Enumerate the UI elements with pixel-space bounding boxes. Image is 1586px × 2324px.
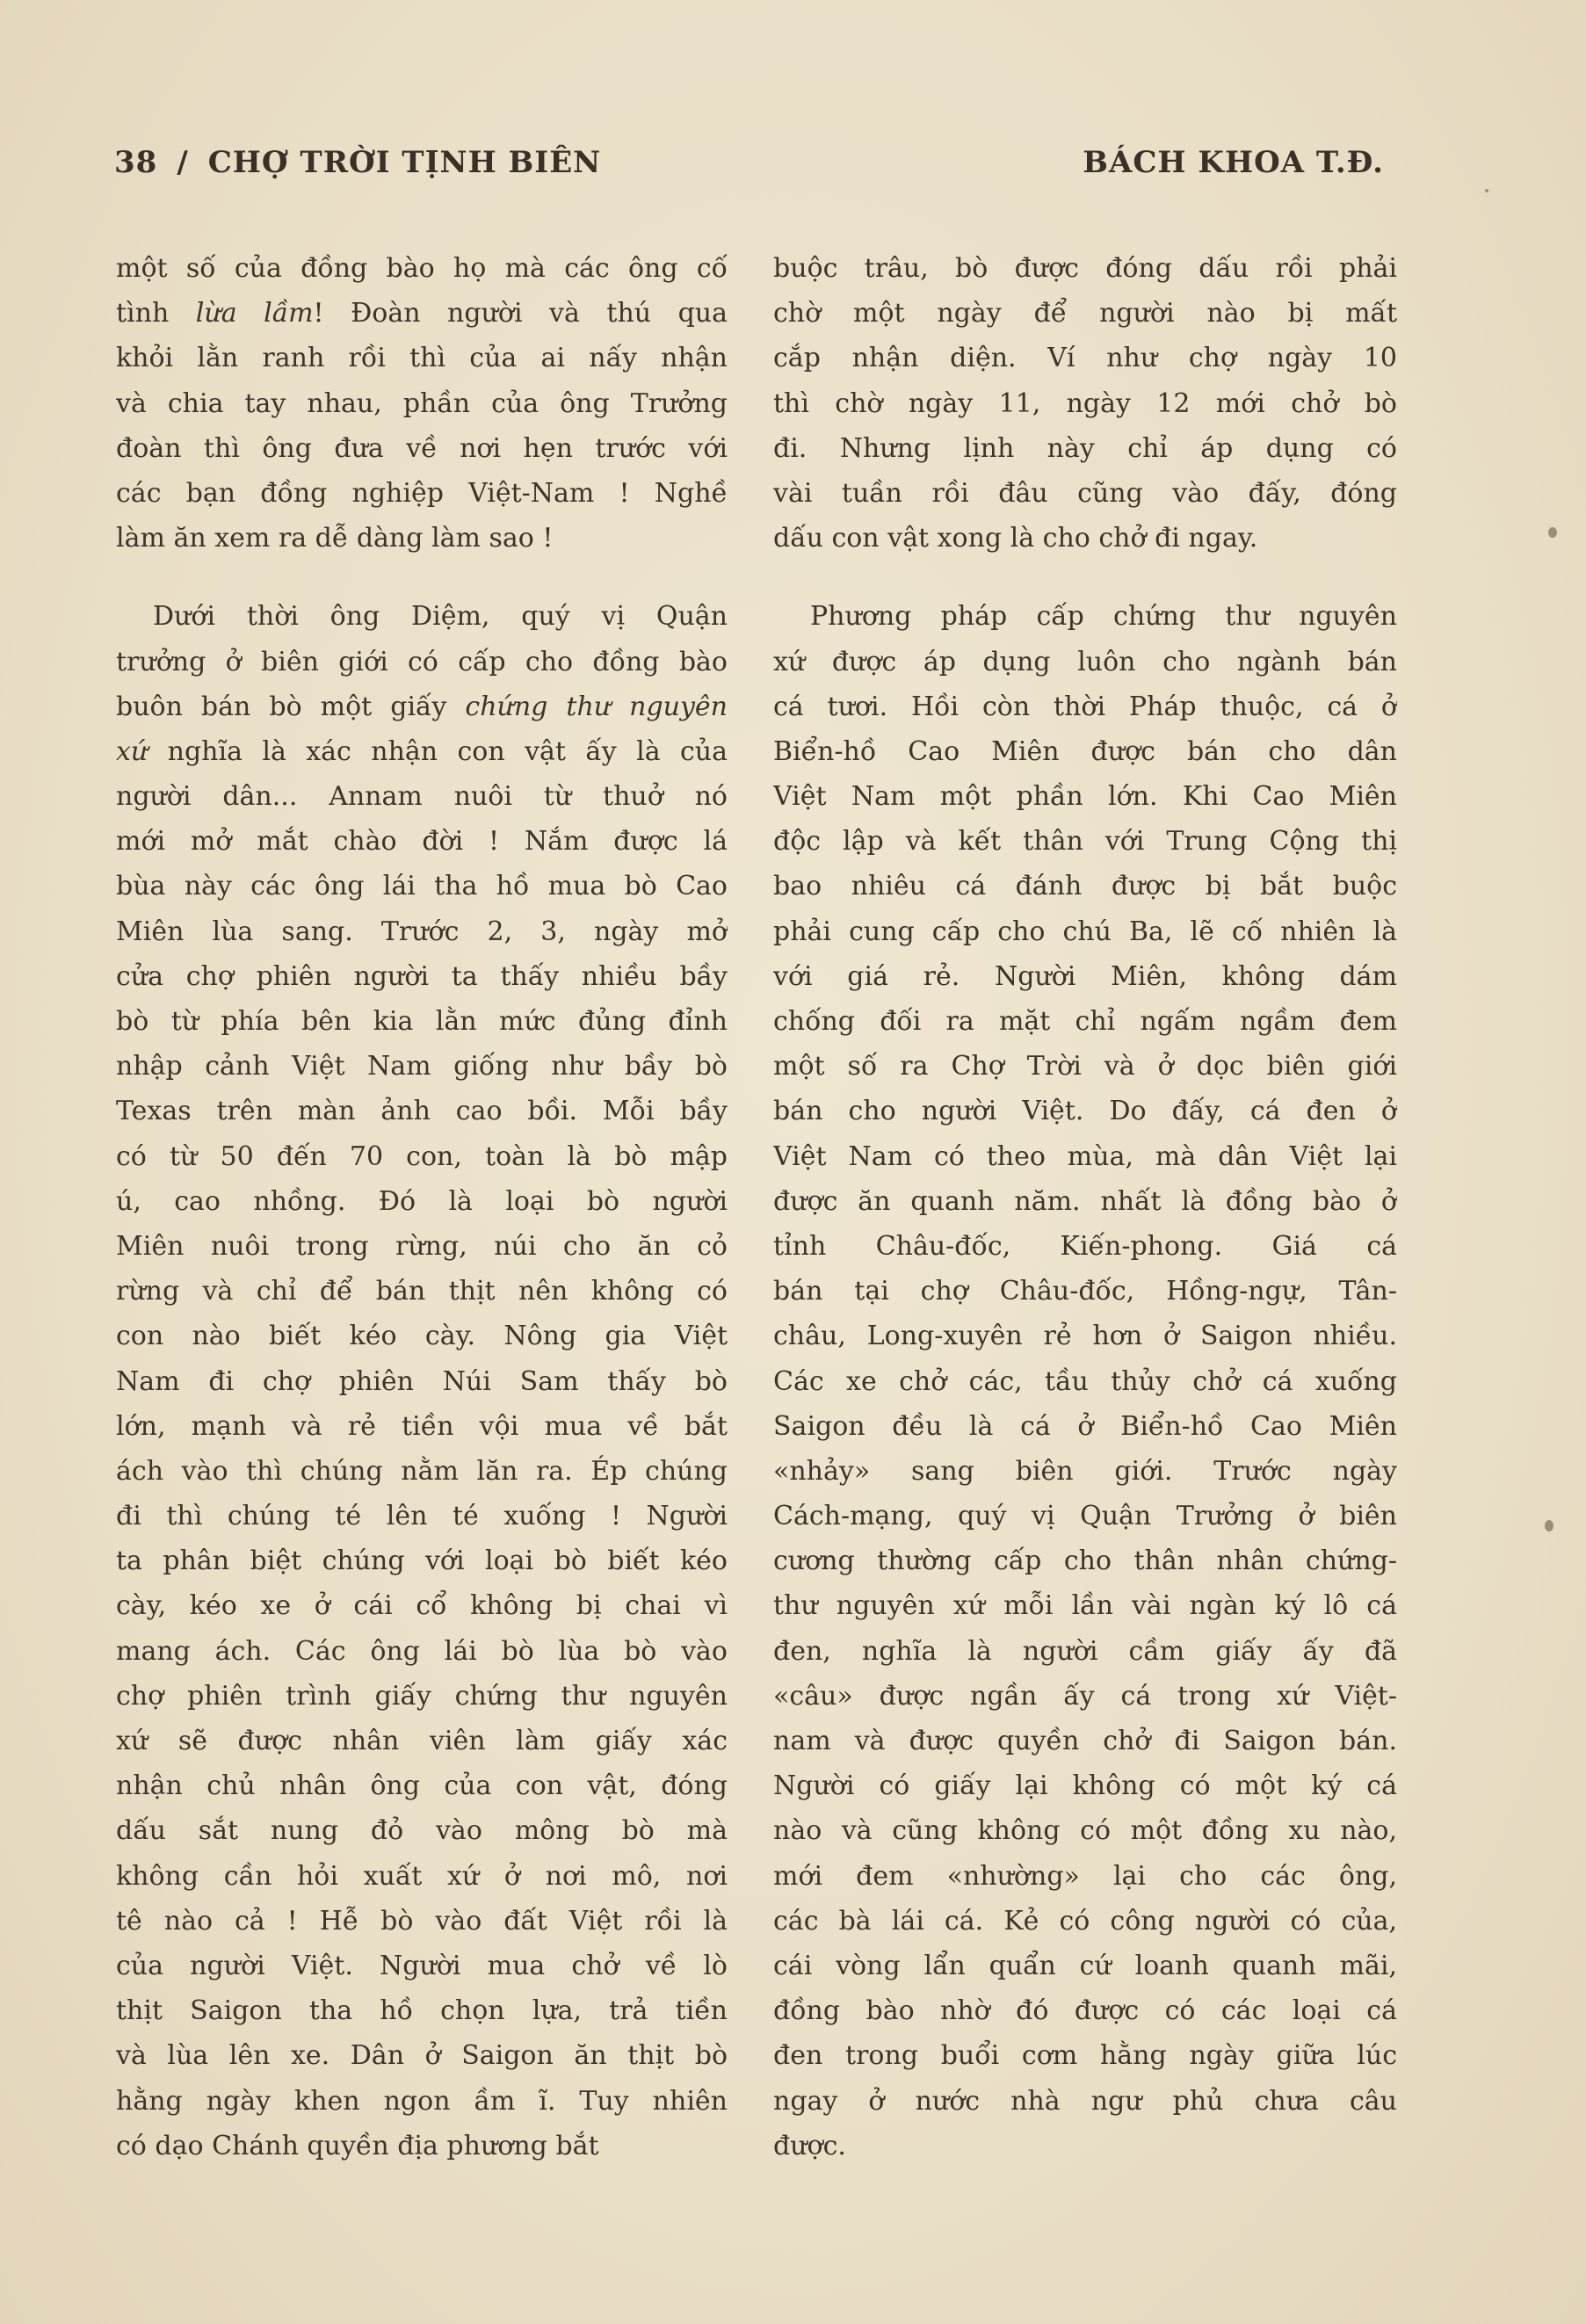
text-line: thịt Saigon tha hồ chọn lựa, trả tiền xyxy=(116,1995,728,2027)
text-line: và lùa lên xe. Dân ở Saigon ăn thịt bò xyxy=(116,2040,728,2072)
text-line: được ăn quanh năm. nhất là đồng bào ở xyxy=(773,1185,1397,1217)
text-line: dấu con vật xong là cho chở đi ngay. xyxy=(773,523,1258,554)
text-line: không cần hỏi xuất xứ ở nơi mô, nơi xyxy=(116,1860,728,1892)
text-line: cày, kéo xe ở cái cổ không bị chai vì xyxy=(116,1590,728,1622)
text-line: mới mở mắt chào đời ! Nắm được lá xyxy=(116,826,728,858)
paragraph xyxy=(116,246,728,561)
text-line: tình lừa lầm! Đoàn người và thú qua xyxy=(116,298,728,329)
text-line: trưởng ở biên giới có cấp cho đồng bào xyxy=(116,646,728,677)
text-line: có dạo Chánh quyền địa phương bắt xyxy=(116,2130,599,2161)
text-line: «nhảy» sang biên giới. Trước ngày xyxy=(773,1455,1397,1487)
text-line: xứ sẽ được nhân viên làm giấy xác xyxy=(116,1726,728,1756)
text-line: có từ 50 đến 70 con, toàn là bò mập xyxy=(116,1140,728,1172)
text-line: đi thì chúng té lên té xuống ! Người xyxy=(116,1501,728,1532)
text-line: đen trong buổi cơm hằng ngày giữa lúc xyxy=(773,2040,1397,2072)
text-line: tê nào cả ! Hễ bò vào đất Việt rồi là xyxy=(116,1905,728,1937)
text-line: các bạn đồng nghiệp Việt-Nam ! Nghề xyxy=(116,477,728,509)
text-line: nào và cũng không có một đồng xu nào, xyxy=(773,1815,1397,1847)
paper-speck xyxy=(1545,1520,1553,1531)
text-line: Dưới thời ông Diệm, quý vị Quận xyxy=(153,601,728,633)
paper-speck xyxy=(1548,527,1557,538)
text-line: hằng ngày khen ngon ầm ĩ. Tuy nhiên xyxy=(116,2085,728,2117)
text-line: bán cho người Việt. Do đấy, cá đen ở xyxy=(773,1096,1397,1127)
text-line: bao nhiêu cá đánh được bị bắt buộc xyxy=(773,871,1397,902)
text-line: ta phân biệt chúng với loại bò biết kéo xyxy=(116,1546,728,1577)
text-line: nhập cảnh Việt Nam giống như bầy bò xyxy=(116,1051,728,1082)
text-line: mới đem «nhường» lại cho các ông, xyxy=(773,1860,1397,1892)
text-line: đi. Nhưng lịnh này chỉ áp dụng có xyxy=(773,432,1397,464)
paper-speck xyxy=(1485,189,1488,192)
text-line: các bà lái cá. Kẻ có công người có của, xyxy=(773,1905,1397,1937)
text-line: đồng bào nhờ đó được có các loại cá xyxy=(773,1995,1397,2027)
text-line: vài tuần rồi đâu cũng vào đấy, đóng xyxy=(773,477,1397,509)
text-line: nam và được quyền chở đi Saigon bán. xyxy=(773,1726,1397,1756)
text-line: của người Việt. Người mua chở về lò xyxy=(116,1950,728,1981)
text-line: với giá rẻ. Người Miên, không dám xyxy=(773,960,1397,992)
text-line: buộc trâu, bò được đóng dấu rồi phải xyxy=(773,253,1397,284)
text-line: dấu sắt nung đỏ vào mông bò mà xyxy=(116,1815,728,1847)
text-line: xứ nghĩa là xác nhận con vật ấy là của xyxy=(116,735,728,767)
text-line: cắp nhận diện. Ví như chợ ngày 10 xyxy=(773,343,1397,374)
header-left xyxy=(114,145,601,180)
text-line: Texas trên màn ảnh cao bồi. Mỗi bầy xyxy=(116,1096,728,1127)
text-line: và chia tay nhau, phần của ông Trưởng xyxy=(116,387,728,419)
text-line: mang ách. Các ông lái bò lùa bò vào xyxy=(116,1635,728,1667)
text-line: làm ăn xem ra dễ dàng làm sao ! xyxy=(116,523,554,554)
text-line: được. xyxy=(773,2130,846,2161)
text-line: xứ được áp dụng luôn cho ngành bán xyxy=(773,646,1397,677)
text-line: Miên lùa sang. Trước 2, 3, ngày mở xyxy=(116,916,728,947)
text-line: Saigon đều là cá ở Biển-hồ Cao Miên xyxy=(773,1410,1397,1442)
text-line: khỏi lằn ranh rồi thì của ai nấy nhận xyxy=(116,343,728,374)
header-separator: / xyxy=(177,145,189,180)
text-line: phải cung cấp cho chú Ba, lẽ cố nhiên là xyxy=(773,916,1397,947)
text-line: người dân... Annam nuôi từ thuở nó xyxy=(116,781,728,813)
text-line: «câu» được ngần ấy cá trong xứ Việt- xyxy=(773,1680,1397,1712)
text-line: Biển-hồ Cao Miên được bán cho dân xyxy=(773,735,1397,767)
text-line: thư nguyên xứ mỗi lần vài ngàn ký lô cá xyxy=(773,1590,1397,1622)
text-line: đen, nghĩa là người cầm giấy ấy đã xyxy=(773,1635,1397,1667)
text-line: Việt Nam một phần lớn. Khi Cao Miên xyxy=(773,781,1397,813)
text-line: Miên nuôi trong rừng, núi cho ăn cỏ xyxy=(116,1230,728,1262)
text-line: bò từ phía bên kia lằn mức đủng đỉnh xyxy=(116,1006,728,1037)
text-line: cửa chợ phiên người ta thấy nhiều bầy xyxy=(116,960,728,992)
running-header xyxy=(114,145,1384,189)
text-line: Phương pháp cấp chứng thư nguyên xyxy=(810,601,1397,633)
text-line: Nam đi chợ phiên Núi Sam thấy bò xyxy=(116,1365,728,1397)
text-line: buôn bán bò một giấy chứng thư nguyên xyxy=(116,691,728,722)
paragraph xyxy=(773,594,1397,2168)
article-title: CHỢ TRỜI TỊNH BIÊN xyxy=(207,145,602,180)
text-line: chống đối ra mặt chỉ ngấm ngầm đem xyxy=(773,1006,1397,1037)
text-line: chờ một ngày để người nào bị mất xyxy=(773,298,1397,329)
right-column xyxy=(773,246,1397,2168)
paragraph xyxy=(116,594,728,2168)
text-line: Các xe chở các, tầu thủy chở cá xuống xyxy=(773,1365,1397,1397)
publication-name: BÁCH KHOA T.Đ. xyxy=(1083,145,1384,180)
text-line: cương thường cấp cho thân nhân chứng- xyxy=(773,1546,1397,1577)
left-column xyxy=(116,246,728,2168)
text-line: Việt Nam có theo mùa, mà dân Việt lại xyxy=(773,1140,1397,1172)
text-line: Người có giấy lại không có một ký cá xyxy=(773,1770,1397,1802)
text-line: thì chờ ngày 11, ngày 12 mới chở bò xyxy=(773,387,1397,419)
text-line: bán tại chợ Châu-đốc, Hồng-ngự, Tân- xyxy=(773,1276,1397,1307)
text-line: một số ra Chợ Trời và ở dọc biên giới xyxy=(773,1051,1397,1082)
page-number: 38 xyxy=(114,145,158,180)
text-line: đoàn thì ông đưa về nơi hẹn trước với xyxy=(116,432,728,464)
text-line: nhận chủ nhân ông của con vật, đóng xyxy=(116,1770,728,1802)
text-line: lớn, mạnh và rẻ tiền vội mua về bắt xyxy=(116,1410,728,1442)
text-line: ú, cao nhồng. Đó là loại bò người xyxy=(116,1185,728,1217)
text-line: con nào biết kéo cày. Nông gia Việt xyxy=(116,1321,728,1352)
text-line: bùa này các ông lái tha hồ mua bò Cao xyxy=(116,871,728,902)
text-line: cá tươi. Hồi còn thời Pháp thuộc, cá ở xyxy=(773,691,1397,722)
text-line: độc lập và kết thân với Trung Cộng thị xyxy=(773,826,1397,858)
paragraph xyxy=(773,246,1397,561)
text-line: cái vòng lẩn quẩn cứ loanh quanh mãi, xyxy=(773,1950,1397,1981)
text-line: ngay ở nước nhà ngư phủ chưa câu xyxy=(773,2085,1397,2117)
text-line: Cách-mạng, quý vị Quận Trưởng ở biên xyxy=(773,1501,1397,1532)
text-line: một số của đồng bào họ mà các ông cố xyxy=(116,253,728,284)
text-line: châu, Long-xuyên rẻ hơn ở Saigon nhiều. xyxy=(773,1321,1397,1352)
text-line: tỉnh Châu-đốc, Kiến-phong. Giá cá xyxy=(773,1230,1397,1262)
text-line: chợ phiên trình giấy chứng thư nguyên xyxy=(116,1680,728,1712)
text-line: ách vào thì chúng nằm lăn ra. Ép chúng xyxy=(116,1455,728,1487)
text-line: rừng và chỉ để bán thịt nên không có xyxy=(116,1276,728,1307)
